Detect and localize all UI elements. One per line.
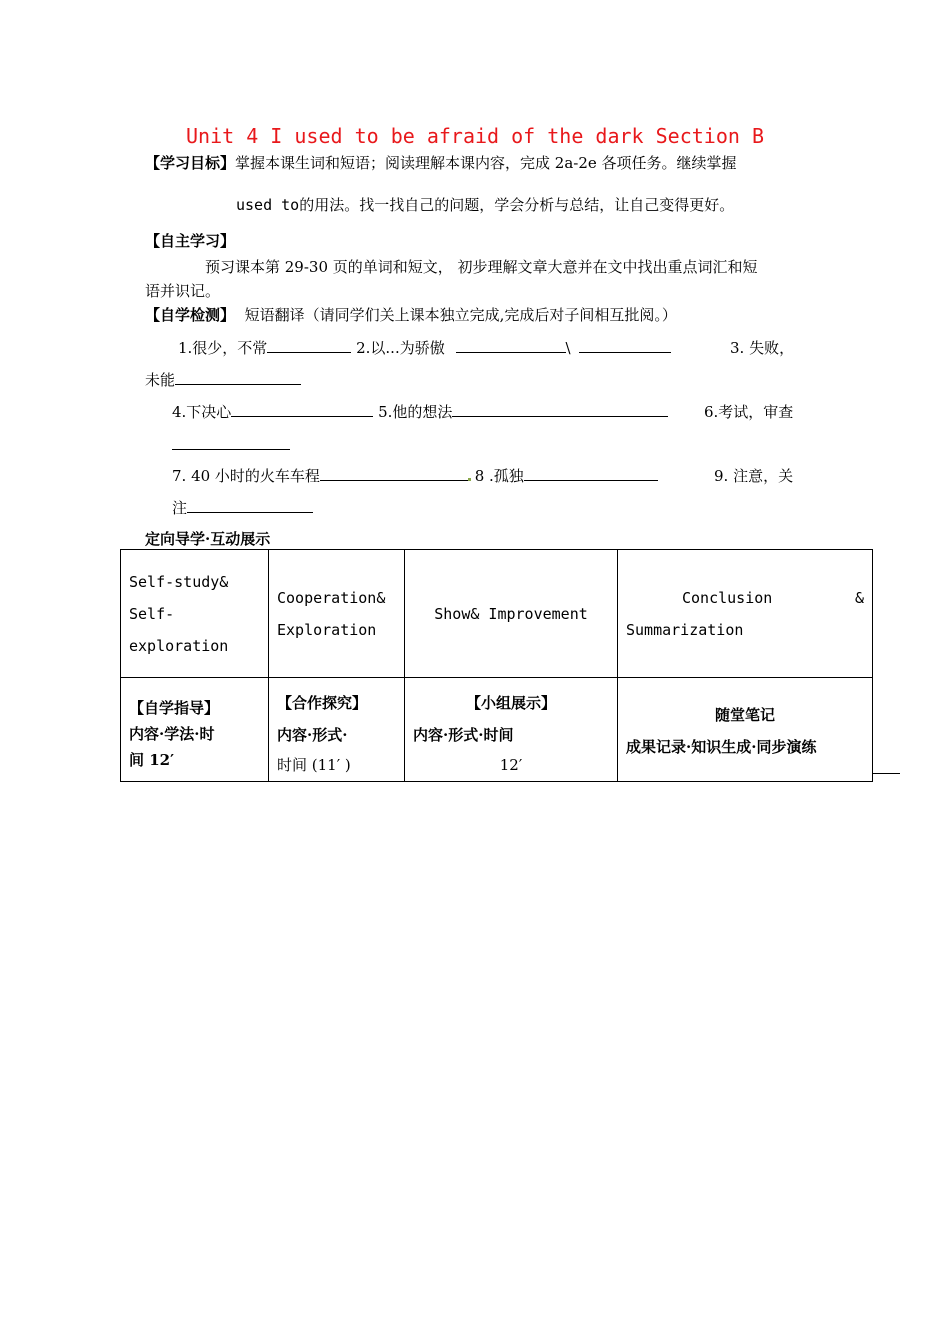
check-row-3 bbox=[172, 465, 658, 486]
check-row-3b bbox=[172, 497, 313, 518]
guide-table bbox=[120, 549, 873, 782]
cell-self-guide-line2: 内容·学法·时 bbox=[129, 724, 215, 743]
header-cooperation bbox=[269, 550, 405, 678]
item-6: 6.考试，审查 bbox=[704, 403, 794, 421]
header-cooperation-line2: Exploration bbox=[277, 620, 377, 639]
header-self-study bbox=[121, 550, 269, 678]
page-title: Unit 4 I used to be afraid of the dark Section B bbox=[186, 124, 764, 148]
self-check-label: 【自学检测】 bbox=[145, 306, 236, 324]
item-2-separator: \ bbox=[565, 339, 571, 357]
cell-cooperation-line2: 内容·形式· bbox=[277, 725, 348, 744]
header-show: Show& Improvement bbox=[405, 550, 618, 678]
cell-group-show bbox=[405, 678, 618, 782]
header-self-study-line3: exploration bbox=[129, 636, 229, 655]
self-study-text-1: 预习课本第 29-30 页的单词和短文， 初步理解文章大意并在文中找出重点词汇和短 bbox=[205, 258, 758, 276]
cell-self-guide-line3: 间 12′ bbox=[129, 750, 175, 769]
header-conclusion-line1 bbox=[626, 582, 864, 614]
objectives-line1 bbox=[145, 152, 737, 173]
answer-blank-3[interactable] bbox=[175, 370, 301, 385]
check-row-2 bbox=[172, 401, 668, 422]
answer-blank-1[interactable] bbox=[267, 338, 351, 353]
cell-cooperation-line3: 时间 (11′ ) bbox=[277, 755, 351, 774]
objectives-text-2: 的用法。找一找自己的问题，学会分析与总结，让自己变得更好。 bbox=[299, 196, 735, 214]
answer-blank-5[interactable] bbox=[452, 402, 668, 417]
answer-blank-8[interactable] bbox=[524, 466, 658, 481]
answer-blank-6[interactable] bbox=[172, 449, 290, 450]
cell-self-guide-line1: 【自学指导】 bbox=[129, 698, 220, 717]
header-self-study-line1: Self-study& bbox=[129, 572, 229, 591]
item-2: 2.以...为骄傲 bbox=[356, 339, 445, 357]
item-9-cont: 注 bbox=[172, 499, 188, 517]
answer-blank-7[interactable] bbox=[320, 466, 470, 481]
objectives-line2 bbox=[236, 194, 734, 215]
cell-notes bbox=[618, 678, 873, 782]
answer-blank-2a[interactable] bbox=[456, 338, 566, 353]
header-conclusion bbox=[618, 550, 873, 678]
answer-blank-4[interactable] bbox=[231, 402, 373, 417]
header-conclusion-word: Conclusion bbox=[682, 588, 773, 607]
item-3: 3. 失败， bbox=[730, 339, 795, 357]
header-self-study-line2: Self- bbox=[129, 604, 175, 623]
item-8: 8 .孤独 bbox=[474, 467, 524, 485]
answer-blank-9[interactable] bbox=[187, 498, 313, 513]
answer-blank-2b[interactable] bbox=[579, 338, 671, 353]
cell-group-show-line2: 内容·形式·时间 bbox=[413, 725, 514, 744]
header-conclusion-amp: & bbox=[854, 588, 864, 607]
cell-group-show-line3: 12′ bbox=[499, 755, 523, 774]
item-5: 5.他的想法 bbox=[378, 403, 453, 421]
table-guide-row bbox=[121, 678, 873, 782]
table-tail-line bbox=[872, 773, 900, 774]
objectives-label: 【学习目标】 bbox=[145, 154, 236, 172]
table-header-row bbox=[121, 550, 873, 678]
item-1: 1.很少，不常 bbox=[178, 339, 268, 357]
self-check-line bbox=[145, 304, 677, 325]
section-heading: 定向导学·互动展示 bbox=[145, 530, 271, 548]
stray-mark bbox=[468, 478, 471, 481]
self-study-text-2: 语并识记。 bbox=[145, 282, 221, 300]
cell-cooperation-line1: 【合作探究】 bbox=[277, 693, 368, 712]
cell-notes-line2: 成果记录·知识生成·同步演练 bbox=[626, 737, 817, 756]
cell-group-show-line1: 【小组展示】 bbox=[465, 693, 556, 712]
cell-self-guide bbox=[121, 678, 269, 782]
self-check-instruction: 短语翻译（请同学们关上课本独立完成,完成后对子间相互批阅。） bbox=[244, 306, 677, 324]
cell-cooperation bbox=[269, 678, 405, 782]
self-study-label: 【自主学习】 bbox=[145, 232, 236, 250]
item-9: 9. 注意，关 bbox=[714, 467, 794, 485]
objectives-code: used to bbox=[236, 196, 300, 214]
item-7: 7. 40 小时的火车车程 bbox=[172, 467, 320, 485]
check-row-1 bbox=[178, 337, 671, 358]
cell-notes-line1: 随堂笔记 bbox=[714, 705, 775, 724]
item-4: 4.下决心 bbox=[172, 403, 232, 421]
check-row-1b bbox=[145, 369, 301, 390]
objectives-text-1: 掌握本课生词和短语；阅读理解本课内容，完成 2a-2e 各项任务。继续掌握 bbox=[235, 154, 737, 172]
item-3-cont: 未能 bbox=[145, 371, 176, 389]
header-conclusion-line2: Summarization bbox=[626, 620, 744, 639]
header-cooperation-line1: Cooperation& bbox=[277, 588, 386, 607]
